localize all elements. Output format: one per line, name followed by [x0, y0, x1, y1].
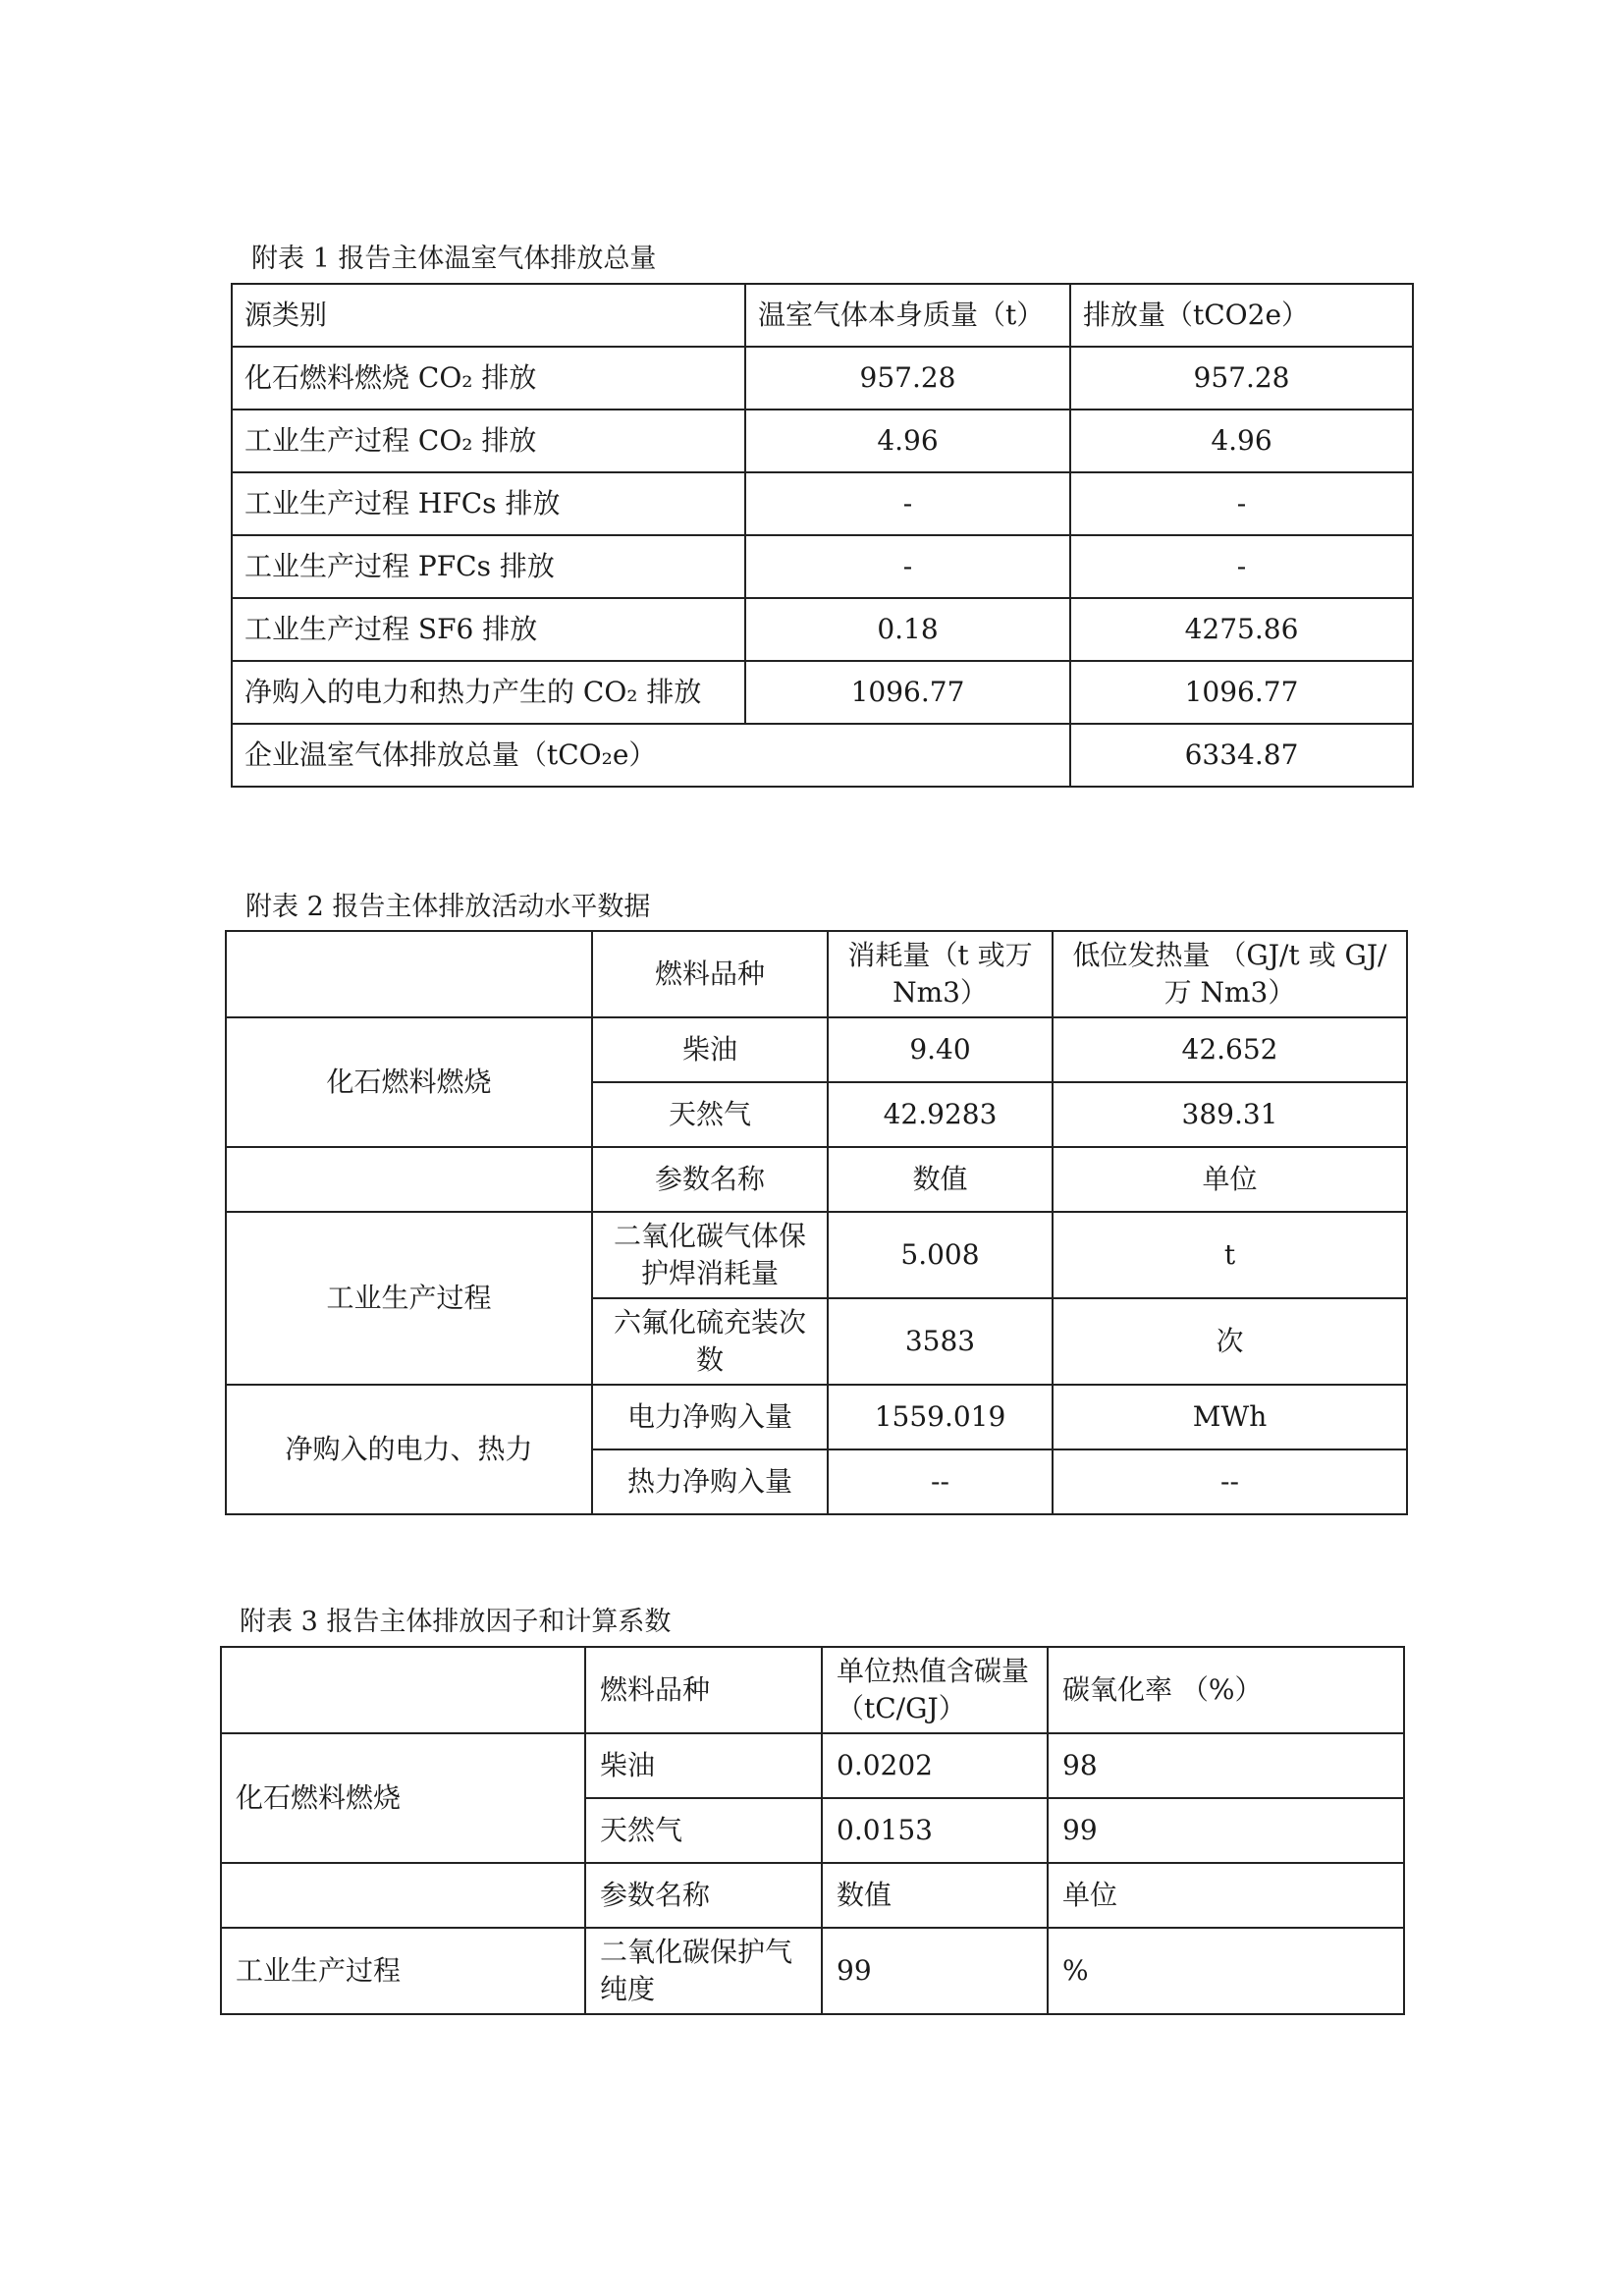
- fuel-cell: 天然气: [592, 1082, 828, 1147]
- unit-cell: 42.652: [1053, 1017, 1407, 1082]
- unit-cell: 99: [1048, 1798, 1404, 1863]
- source-cell: 工业生产过程 HFCs 排放: [232, 472, 745, 535]
- header-carbon: 单位热值含碳量（tC/GJ）: [822, 1647, 1048, 1733]
- activity-data-table: [225, 930, 1408, 1515]
- table-row: [232, 535, 1413, 598]
- unit-cell: --: [1053, 1449, 1407, 1514]
- table-row: [232, 598, 1413, 661]
- table3-caption: 附表 3 报告主体排放因子和计算系数: [240, 1607, 672, 1637]
- header-consumption: 消耗量（t 或万 Nm3）: [828, 931, 1053, 1017]
- group-label: 工业生产过程: [221, 1928, 585, 2014]
- value-cell: --: [828, 1449, 1053, 1514]
- param-unit-header: 单位: [1048, 1863, 1404, 1928]
- table1-caption: 附表 1 报告主体温室气体排放总量: [251, 244, 657, 274]
- mass-cell: 1096.77: [745, 661, 1070, 724]
- table-row: [232, 472, 1413, 535]
- unit-cell: 次: [1053, 1298, 1407, 1385]
- table-row: [232, 410, 1413, 472]
- param-cell: 二氧化碳保护气纯度: [585, 1928, 822, 2014]
- table-header-row: [232, 284, 1413, 347]
- table-header-row: [221, 1647, 1404, 1733]
- blank-cell: [221, 1647, 585, 1733]
- header-fuel: 燃料品种: [585, 1647, 822, 1733]
- value-cell: 99: [822, 1928, 1048, 2014]
- group-label: 化石燃料燃烧: [221, 1733, 585, 1863]
- table-row: [221, 1928, 1404, 2014]
- total-value: 6334.87: [1070, 724, 1413, 787]
- unit-cell: 98: [1048, 1733, 1404, 1798]
- group-label: 工业生产过程: [226, 1212, 592, 1385]
- emissions-total-table: [231, 283, 1414, 788]
- fuel-cell: 天然气: [585, 1798, 822, 1863]
- table-row: [226, 1017, 1407, 1082]
- unit-cell: 389.31: [1053, 1082, 1407, 1147]
- param-cell: 电力净购入量: [592, 1385, 828, 1449]
- table-row: [226, 1212, 1407, 1298]
- header-mass: 温室气体本身质量（t）: [745, 284, 1070, 347]
- value-cell: 1559.019: [828, 1385, 1053, 1449]
- unit-cell: t: [1053, 1212, 1407, 1298]
- value-cell: 0.0153: [822, 1798, 1048, 1863]
- mass-cell: 0.18: [745, 598, 1070, 661]
- param-unit-header: 单位: [1053, 1147, 1407, 1212]
- param-value-header: 数值: [822, 1863, 1048, 1928]
- table-row: [232, 347, 1413, 410]
- value-cell: 42.9283: [828, 1082, 1053, 1147]
- param-value-header: 数值: [828, 1147, 1053, 1212]
- source-cell: 净购入的电力和热力产生的 CO₂ 排放: [232, 661, 745, 724]
- param-cell: 热力净购入量: [592, 1449, 828, 1514]
- mass-cell: 4.96: [745, 410, 1070, 472]
- emission-cell: 4.96: [1070, 410, 1413, 472]
- table-row: [226, 1385, 1407, 1449]
- fuel-cell: 柴油: [585, 1733, 822, 1798]
- unit-cell: MWh: [1053, 1385, 1407, 1449]
- blank-cell: [226, 1147, 592, 1212]
- header-fuel: 燃料品种: [592, 931, 828, 1017]
- emission-cell: 957.28: [1070, 347, 1413, 410]
- param-name-header: 参数名称: [585, 1863, 822, 1928]
- param-cell: 二氧化碳气体保护焊消耗量: [592, 1212, 828, 1298]
- source-cell: 工业生产过程 PFCs 排放: [232, 535, 745, 598]
- blank-cell: [221, 1863, 585, 1928]
- header-source: 源类别: [232, 284, 745, 347]
- blank-cell: [226, 931, 592, 1017]
- mass-cell: -: [745, 472, 1070, 535]
- value-cell: 9.40: [828, 1017, 1053, 1082]
- source-cell: 工业生产过程 CO₂ 排放: [232, 410, 745, 472]
- emission-factor-table: [220, 1646, 1405, 2015]
- header-heat: 低位发热量 （GJ/t 或 GJ/万 Nm3）: [1053, 931, 1407, 1017]
- table-header-row: [226, 931, 1407, 1017]
- emission-cell: 4275.86: [1070, 598, 1413, 661]
- value-cell: 0.0202: [822, 1733, 1048, 1798]
- header-oxidation: 碳氧化率 （%）: [1048, 1647, 1404, 1733]
- table-row: [232, 661, 1413, 724]
- param-cell: 六氟化硫充装次数: [592, 1298, 828, 1385]
- group-label: 化石燃料燃烧: [226, 1017, 592, 1147]
- total-row: [232, 724, 1413, 787]
- value-cell: 5.008: [828, 1212, 1053, 1298]
- mass-cell: 957.28: [745, 347, 1070, 410]
- fuel-cell: 柴油: [592, 1017, 828, 1082]
- table-row: [221, 1733, 1404, 1798]
- group-label: 净购入的电力、热力: [226, 1385, 592, 1514]
- param-header-row: [221, 1863, 1404, 1928]
- source-cell: 工业生产过程 SF6 排放: [232, 598, 745, 661]
- emission-cell: -: [1070, 472, 1413, 535]
- emission-cell: -: [1070, 535, 1413, 598]
- total-label: 企业温室气体排放总量（tCO₂e）: [232, 724, 1070, 787]
- unit-cell: %: [1048, 1928, 1404, 2014]
- header-emission: 排放量（tCO2e）: [1070, 284, 1413, 347]
- source-cell: 化石燃料燃烧 CO₂ 排放: [232, 347, 745, 410]
- param-name-header: 参数名称: [592, 1147, 828, 1212]
- emission-cell: 1096.77: [1070, 661, 1413, 724]
- table2-caption: 附表 2 报告主体排放活动水平数据: [245, 892, 651, 922]
- param-header-row: [226, 1147, 1407, 1212]
- mass-cell: -: [745, 535, 1070, 598]
- value-cell: 3583: [828, 1298, 1053, 1385]
